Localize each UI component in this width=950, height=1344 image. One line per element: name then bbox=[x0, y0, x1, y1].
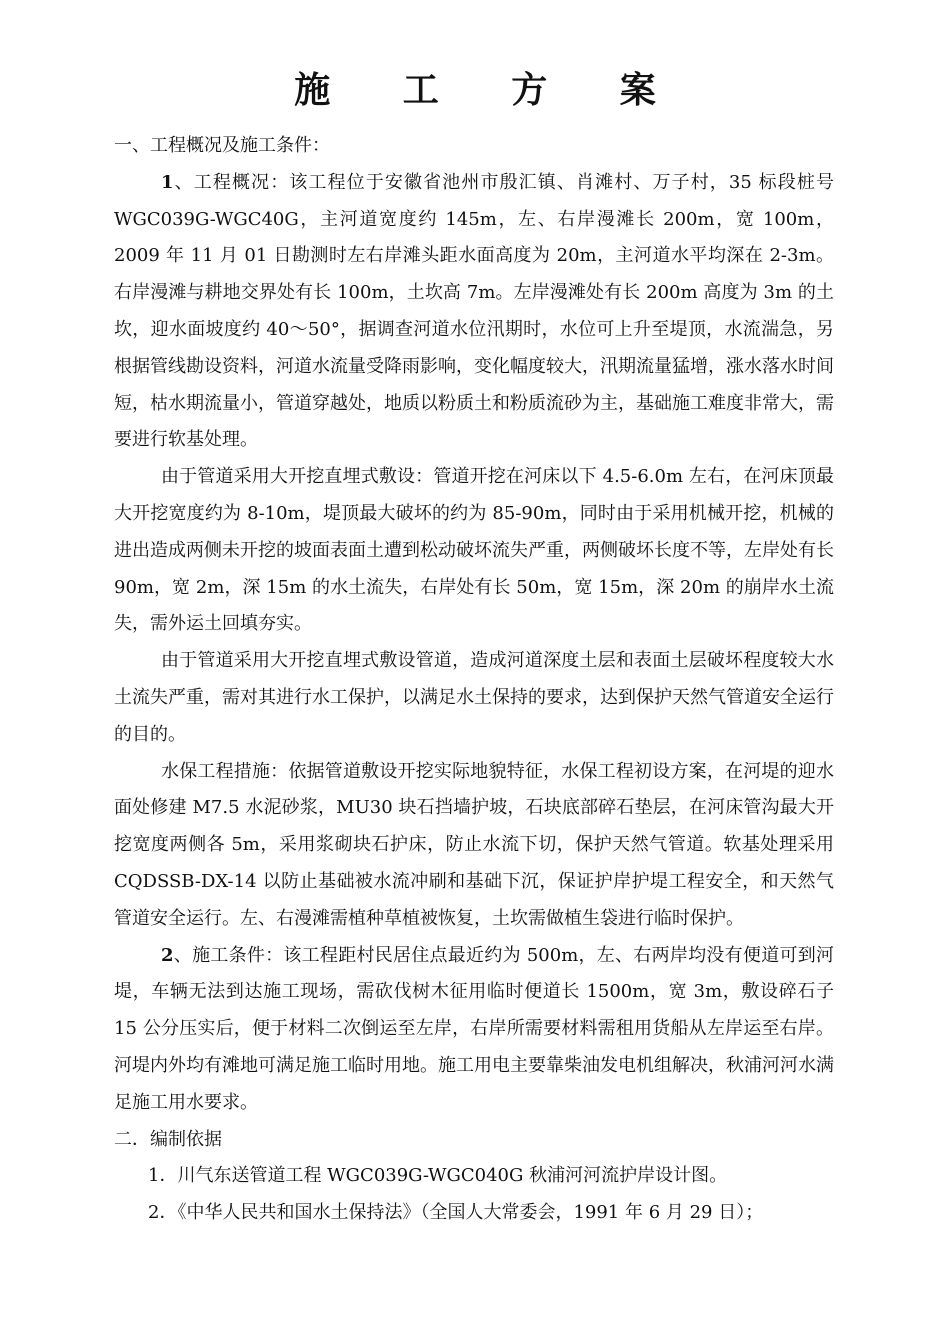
item-number-1: 1 bbox=[161, 171, 174, 193]
paragraph-conditions bbox=[114, 938, 834, 1122]
item-number-2: 2 bbox=[161, 944, 174, 966]
paragraph-measures: 水保工程措施：依据管道敷设开挖实际地貌特征，水保工程初设方案，在河堤的迎水面处修建 M7.5 水泥砂浆，MU30 块石挡墙护坡，石块底部碎石垫层，在河床管沟最大开挖宽度两侧各 5m，采用浆砌块石护床，防止水流下切，保护天然气管道。软基处理采用 CQDSSB-DX-14 以防止基础被水流冲刷和基础下沉，保证护岸护堤工程安全，和天然气管道安全运行。左、右漫滩需植种草植被恢复，土坎需做植生袋进行临时保护。 bbox=[114, 760, 834, 929]
section-heading-2: 二．编制依据 bbox=[114, 1128, 222, 1150]
paragraph-overview-text: 、工程概况：该工程位于安徽省池州市殷汇镇、肖滩村、万子村，35 标段桩号 WGC039G-WGC40G，主河道宽度约 145m，左、右岸漫滩长 200m，宽 100m，2009 年 11 月 01 日勘测时左右岸滩头距水面高度为 20m，主河道水平均深在 2-3m。右岸漫滩与耕地交界处有长 100m，土坎高 7m。左岸漫滩处有长 200m 高度为 3m 的土坎，迎水面坡度约 40～50°，据调查河道水位汛期时，水位可上升至堤顶，水流湍急，另根据管线勘设资料，河道水流量受降雨影响，变化幅度较大，汛期流量猛增，涨水落水时间短，枯水期流量小，管道穿越处，地质以粉质土和粉质流砂为主，基础施工难度非常大，需要进行软基处理。 bbox=[114, 171, 834, 451]
reference-item-1: 1．川气东送管道工程 WGC039G-WGC040G 秋浦河河流护岸设计图。 bbox=[148, 1165, 728, 1187]
document-body bbox=[114, 128, 834, 1232]
paragraph-conditions-text: 、施工条件：该工程距村民居住点最近约为 500m，左、右两岸均没有便道可到河堤，车辆无法到达施工现场，需砍伐树木征用临时便道长 1500m，宽 3m，敷设碎石子 15 公分压实后，便于材料二次倒运至左岸，右岸所需要材料需租用货船从左岸运至右岸。河堤内外均有滩地可满足施工临时用地。施工用电主要靠柴油发电机组解决，秋浦河河水满足施工用水要求。 bbox=[114, 944, 834, 1113]
paragraph-overview bbox=[114, 165, 834, 459]
section-heading-1: 一、工程概况及施工条件： bbox=[114, 135, 330, 156]
reference-item-2: 2．《中华人民共和国水土保持法》（全国人大常委会，1991 年 6 月 29 日）； bbox=[148, 1202, 764, 1224]
page-title: 施 工 方 案 bbox=[294, 69, 686, 111]
paragraph-excavation: 由于管道采用大开挖直埋式敷设：管道开挖在河床以下 4.5-6.0m 左右，在河床顶最大开挖宽度约为 8-10m，堤顶最大破坏的约为 85-90m，同时由于采用机械开挖，机械的进出造成两侧未开挖的坡面表面土遭到松动破坏流失严重，两侧破坏长度不等，左岸处有长 90m，宽 2m，深 15m 的水土流失，右岸处有长 50m，宽 15m，深 20m 的崩岸水土流失，需外运土回填夯实。 bbox=[114, 466, 834, 635]
paragraph-protection: 由于管道采用大开挖直埋式敷设管道，造成河道深度土层和表面土层破坏程度较大水土流失严重，需对其进行水工保护，以满足水土保持的要求，达到保护天然气管道安全运行的目的。 bbox=[114, 650, 834, 745]
